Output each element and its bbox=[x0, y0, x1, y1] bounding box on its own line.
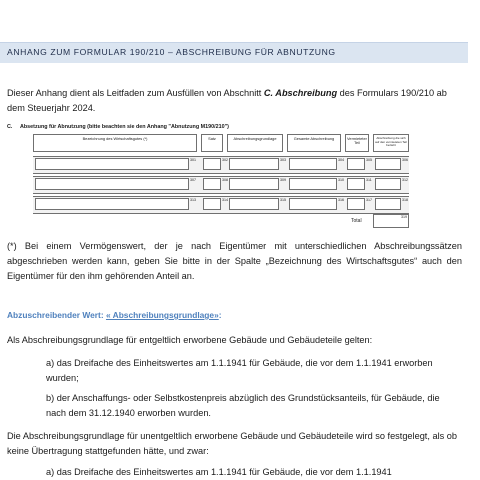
subheading-label: Abzuschreibender Wert: bbox=[7, 310, 106, 320]
col-header-total-depreciation: Gesamte Abschreibung bbox=[287, 134, 341, 152]
row1-code-rented: 305 bbox=[366, 158, 372, 162]
basis-link[interactable]: « Abschreibungsgrundlage» bbox=[105, 310, 219, 320]
row3-code-rate: 314 bbox=[222, 198, 228, 202]
total-code: 319 bbox=[401, 215, 407, 219]
row3-description-field[interactable] bbox=[35, 198, 189, 210]
row1-code-total: 304 bbox=[338, 158, 344, 162]
list2-item-a: a) das Dreifache des Einheitswertes am 1.1.1941 für Gebäude, die vor dem 1.1.1941 bbox=[46, 467, 392, 477]
row2-rate-field[interactable] bbox=[203, 178, 221, 190]
row2-code-total: 310 bbox=[338, 178, 344, 182]
form-heading bbox=[7, 124, 229, 130]
row1-code-rate: 302 bbox=[222, 158, 228, 162]
row2-code-description: 307 bbox=[190, 178, 196, 182]
row1-basis-field[interactable] bbox=[229, 158, 279, 170]
col-header-rented-depreciation: Abschreibung die sich auf den vermieteten Teil bezieht bbox=[373, 134, 409, 152]
row1-code-rented-dep: 306 bbox=[402, 158, 408, 162]
asterisk-note: (*) Bei einem Vermögenswert, der je nach Eigentümer mit unterschiedlichen Abschreibungssätzen abgeschrieben werden kann, geben Sie bitte in der Spalte „Bezeichnung des Wirtschaftsgutes“ auch den Eigentümer für den ihm gehörenden Anteil an. bbox=[7, 241, 462, 281]
intro-paragraph bbox=[7, 86, 462, 116]
row1-code-basis: 303 bbox=[280, 158, 286, 162]
col-header-basis: Abschreibungsgrundlage bbox=[227, 134, 283, 152]
row3-total-field[interactable] bbox=[289, 198, 337, 210]
subheading-colon: : bbox=[218, 310, 222, 320]
row1-description-field[interactable] bbox=[35, 158, 189, 170]
col-header-rented-part: Vermieteter Teil bbox=[345, 134, 369, 152]
row2-code-rate: 308 bbox=[222, 178, 228, 182]
row3-basis-field[interactable] bbox=[229, 198, 279, 210]
row2-description-field[interactable] bbox=[35, 178, 189, 190]
total-label: Total bbox=[351, 218, 362, 224]
row2-code-basis: 309 bbox=[280, 178, 286, 182]
row3-code-rented-dep: 318 bbox=[402, 198, 408, 202]
row2-basis-field[interactable] bbox=[229, 178, 279, 190]
form-letter: C. bbox=[7, 124, 13, 130]
row1-total-field[interactable] bbox=[289, 158, 337, 170]
row2-rented-dep-field[interactable] bbox=[375, 178, 401, 190]
form-section-c bbox=[7, 124, 409, 228]
intro-suffix: des Formulars 190/210 ab dem Steuerjahr 2024. bbox=[7, 88, 447, 113]
row3-code-basis: 315 bbox=[280, 198, 286, 202]
row2-total-field[interactable] bbox=[289, 178, 337, 190]
row1-code-description: 301 bbox=[190, 158, 196, 162]
row1-rate-field[interactable] bbox=[203, 158, 221, 170]
paragraph-paid-acquisition: Als Abschreibungsgrundlage für entgeltlich erworbene Gebäude und Gebäudeteile gelten: bbox=[7, 335, 373, 345]
row2-rented-field[interactable] bbox=[347, 178, 365, 190]
intro-prefix: Dieser Anhang dient als Leitfaden zum Ausfüllen von Abschnitt bbox=[7, 88, 264, 98]
section-header-title: ANHANG ZUM FORMULAR 190/210 – ABSCHREIBUNG FÜR ABNUTZUNG bbox=[7, 47, 336, 57]
row3-rented-dep-field[interactable] bbox=[375, 198, 401, 210]
row2-code-rented: 311 bbox=[366, 178, 372, 182]
col-header-description: Bezeichnung des Wirtschaftsgutes (*) bbox=[33, 134, 197, 152]
paragraph-free-acquisition: Die Abschreibungsgrundlage für unentgeltlich erworbene Gebäude und Gebäudeteile wird so festgelegt, als ob keine Übertragung stattgefunden hätte, und zwar: bbox=[7, 431, 457, 456]
intro-section-ref: C. Abschreibung bbox=[263, 88, 338, 98]
row1-rented-field[interactable] bbox=[347, 158, 365, 170]
row3-code-description: 313 bbox=[190, 198, 196, 202]
form-table bbox=[33, 134, 409, 228]
form-heading-text: Absetzung für Abnutzung (bitte beachten sie den Anhang "Abnutzung M190/210") bbox=[20, 124, 229, 130]
row3-rate-field[interactable] bbox=[203, 198, 221, 210]
row2-code-rented-dep: 312 bbox=[402, 178, 408, 182]
row3-rented-field[interactable] bbox=[347, 198, 365, 210]
row3-code-total: 316 bbox=[338, 198, 344, 202]
col-header-rate: Satz bbox=[201, 134, 223, 152]
list1-item-a: a) das Dreifache des Einheitswertes am 1.1.1941 für Gebäude, die vor dem 1.1.1941 erworben wurden; bbox=[46, 358, 433, 383]
row3-code-rented: 317 bbox=[366, 198, 372, 202]
row1-rented-dep-field[interactable] bbox=[375, 158, 401, 170]
section-header-band bbox=[0, 42, 468, 63]
list1-item-b: b) der Anschaffungs- oder Selbstkostenpreis abzüglich des Grundstücksanteils, für Gebäude, die nach dem 31.12.1940 erworben wurden. bbox=[46, 393, 440, 418]
subheading bbox=[7, 308, 462, 323]
